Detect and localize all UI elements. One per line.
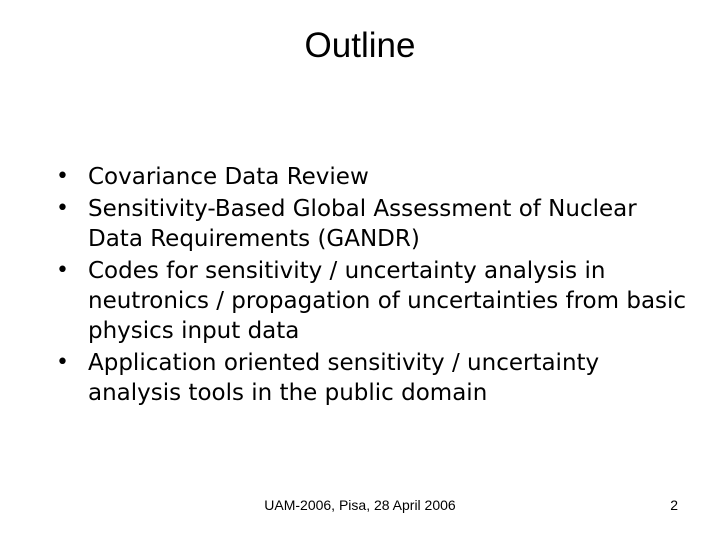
bullet-dot-icon: • [56, 164, 69, 189]
bullet-text: Codes for sensitivity / uncertainty analysis in neutronics / propagation of uncertainties from basic physics input data [88, 258, 687, 344]
bullet-dot-icon: • [56, 258, 69, 283]
bullet-text: Sensitivity-Based Global Assessment of Nuclear Data Requirements (GANDR) [88, 196, 637, 252]
bullet-dot-icon: • [56, 196, 69, 221]
bullet-item-gandr [56, 194, 696, 254]
slide-footer: UAM-2006, Pisa, 28 April 2006 [264, 497, 456, 513]
bullet-item-covariance [56, 162, 696, 192]
bullet-text: Application oriented sensitivity / uncertainty analysis tools in the public domain [88, 350, 600, 406]
page-number: 2 [670, 497, 678, 513]
bullet-list [56, 162, 696, 410]
bullet-text: Covariance Data Review [88, 164, 369, 190]
slide-title: Outline [304, 26, 416, 65]
bullet-item-application [56, 348, 696, 408]
bullet-item-codes [56, 256, 696, 346]
bullet-dot-icon: • [56, 350, 69, 375]
